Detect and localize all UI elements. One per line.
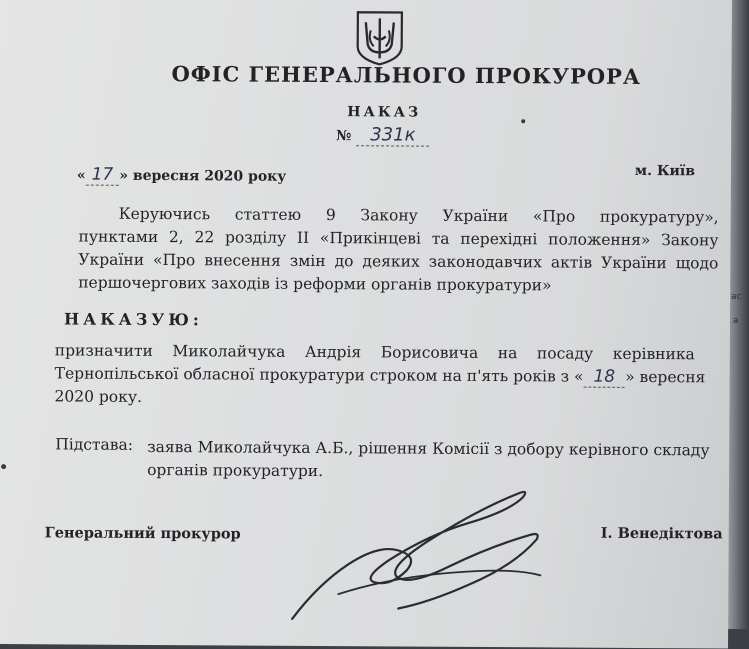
signature-icon: [278, 474, 549, 626]
start-day: 18: [583, 367, 625, 388]
basis-label: Підстава:: [55, 435, 134, 454]
office-title: ОФІС ГЕНЕРАЛЬНОГО ПРОКУРОРА: [171, 61, 642, 89]
start-rest: » вересня: [625, 367, 706, 387]
order-word: НАКАЗ: [347, 104, 422, 121]
date-day: 17: [86, 165, 120, 186]
order-number-value: 331к: [356, 124, 429, 146]
order-heading: НАКАЗУЮ:: [63, 309, 203, 330]
order-date: [77, 165, 286, 186]
paper-mark: [521, 119, 525, 123]
trident-emblem-icon: [354, 8, 406, 66]
order-number: [336, 124, 429, 146]
preamble-line: Керуючись статтею 9 Закону України «Про прокуратуру»,: [118, 204, 719, 227]
signatory-name: І. Венедіктова: [600, 524, 723, 543]
preamble: [78, 203, 719, 299]
order-number-prefix: №: [336, 128, 352, 145]
preamble-line: першочергових заходів із реформи органів прокуратури»: [78, 273, 552, 295]
order-line: 2020 року.: [54, 387, 142, 406]
date-rest: » вересня 2020 року: [119, 167, 287, 185]
background-edge: ac а: [727, 0, 749, 629]
order-line: [54, 362, 706, 389]
basis-line: заява Миколайчука А.Б., рішення Комісії з добору керівного складу: [147, 437, 710, 460]
order-line-text: Тернопільської обласної прокуратури строком на п'ять років з «: [54, 364, 584, 386]
preamble-line: пунктами 2, 22 розділу ІІ «Прикінцеві та перехідні положення» Закону: [78, 227, 719, 250]
order-text: [54, 339, 706, 412]
paper-mark: [1, 464, 6, 469]
order-line: призначити Миколайчука Андрія Борисовича на посаду керівника: [54, 341, 695, 364]
date-open-quote: «: [76, 167, 86, 184]
basis-line: органів прокуратури.: [147, 460, 324, 481]
signatory-title: Генеральний прокурор: [44, 524, 241, 543]
preamble-line: України «Про внесення змін до деяких законодавчих актів України щодо: [78, 250, 719, 273]
city: м. Київ: [634, 162, 696, 180]
